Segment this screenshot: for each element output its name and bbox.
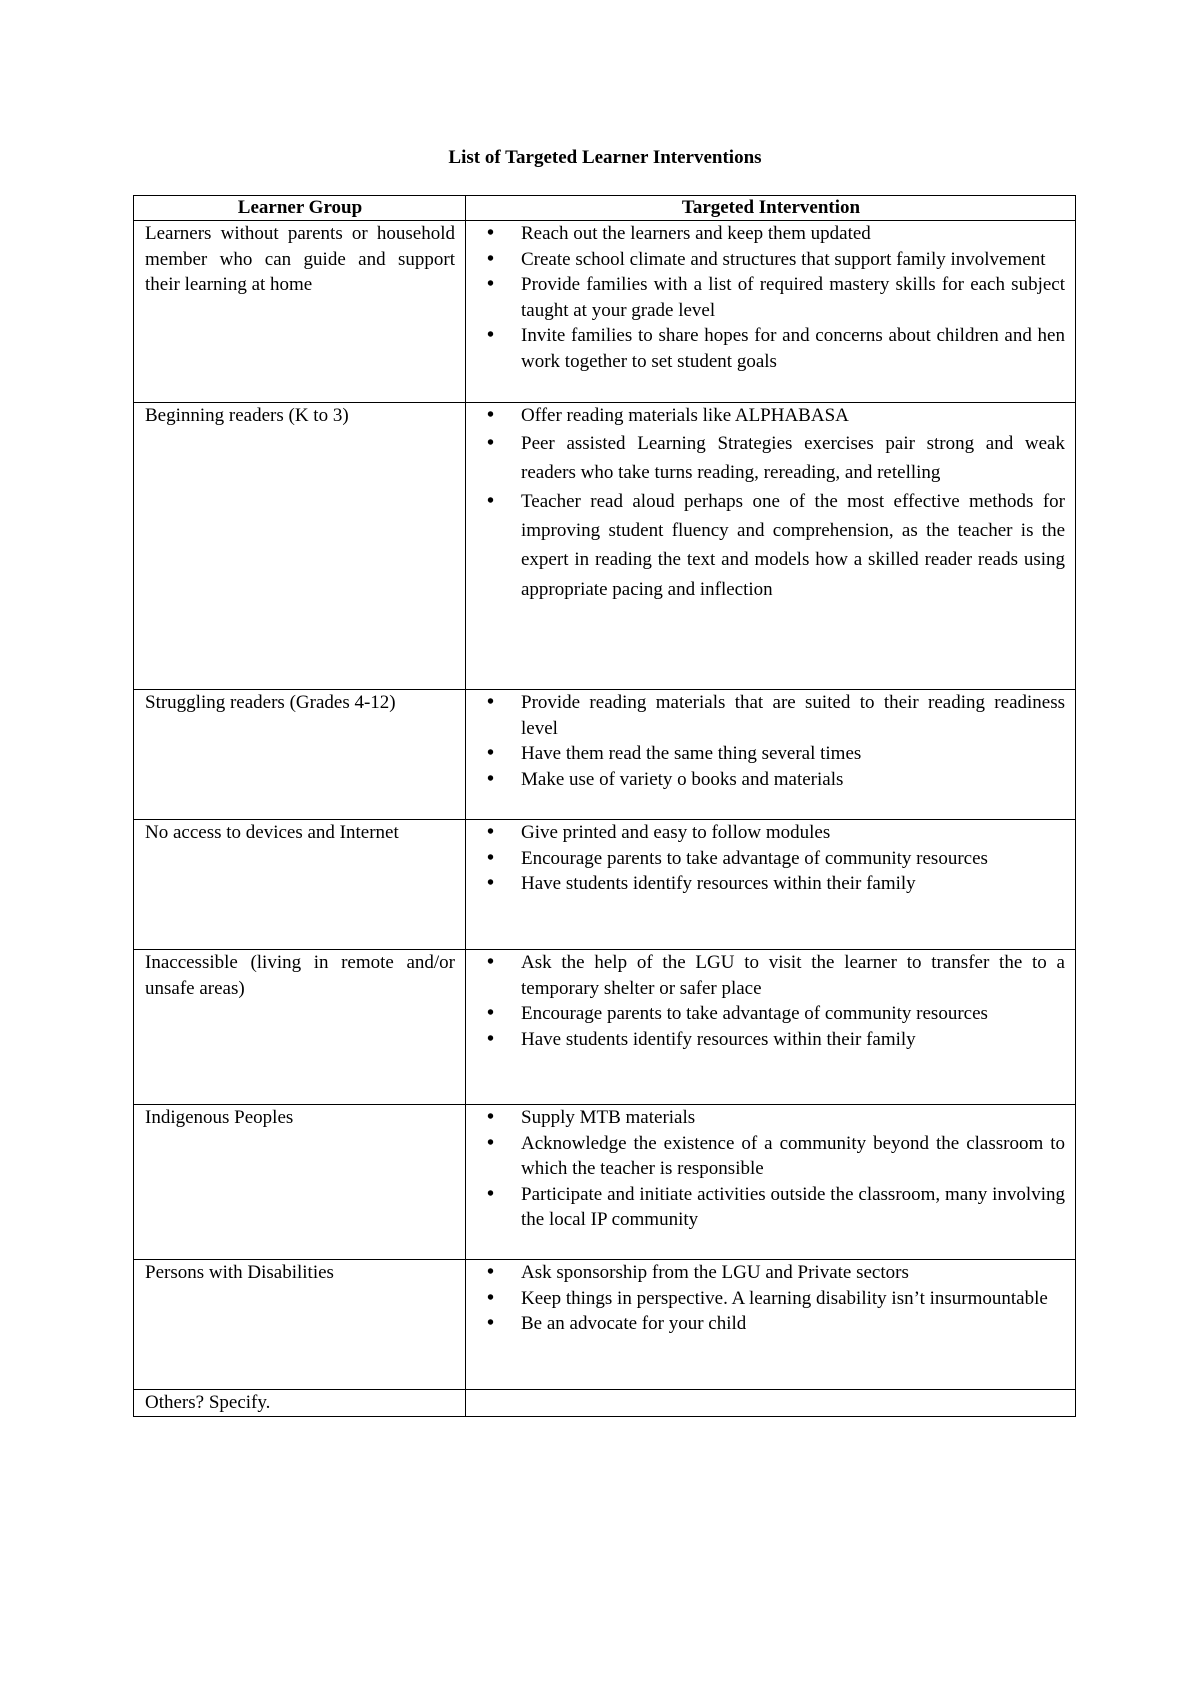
header-targeted-intervention: Targeted Intervention (466, 196, 1076, 221)
table-header-row (134, 196, 1076, 221)
intervention-cell-empty (466, 1390, 1076, 1417)
learner-group-cell: Inaccessible (living in remote and/or unsafe areas) (134, 950, 466, 1105)
table-row (134, 950, 1076, 1105)
table-row (134, 1390, 1076, 1417)
intervention-item: • Have students identify resources within their family (477, 1027, 1065, 1053)
document-title: List of Targeted Learner Interventions (448, 147, 762, 168)
table-row (134, 820, 1076, 950)
intervention-item: • Peer assisted Learning Strategies exercises pair strong and weak readers who take turns reading, rereading, and retelling (477, 429, 1065, 487)
intervention-cell (466, 950, 1076, 1105)
table-row (134, 1105, 1076, 1260)
table-row (134, 690, 1076, 820)
intervention-list (477, 403, 1065, 604)
intervention-list (477, 820, 1065, 897)
intervention-item: • Provide reading materials that are suited to their reading readiness level (477, 690, 1065, 741)
intervention-cell (466, 1260, 1076, 1390)
intervention-item: • Ask the help of the LGU to visit the learner to transfer the to a temporary shelter or safer place (477, 950, 1065, 1001)
intervention-list (477, 1105, 1065, 1233)
table-row (134, 1260, 1076, 1390)
intervention-item: • Acknowledge the existence of a community beyond the classroom to which the teacher is responsible (477, 1131, 1065, 1182)
learner-group-cell: Persons with Disabilities (134, 1260, 466, 1390)
intervention-list (477, 221, 1065, 374)
header-learner-group: Learner Group (134, 196, 466, 221)
intervention-item: • Supply MTB materials (477, 1105, 1065, 1131)
intervention-item: • Reach out the learners and keep them updated (477, 221, 1065, 247)
intervention-list (477, 690, 1065, 792)
intervention-item: • Be an advocate for your child (477, 1311, 1065, 1337)
intervention-item: • Ask sponsorship from the LGU and Private sectors (477, 1260, 1065, 1286)
intervention-cell (466, 1105, 1076, 1260)
intervention-item: • Encourage parents to take advantage of community resources (477, 1001, 1065, 1027)
intervention-list (477, 950, 1065, 1052)
learner-group-cell: Struggling readers (Grades 4-12) (134, 690, 466, 820)
intervention-item: • Make use of variety o books and materials (477, 767, 1065, 793)
intervention-cell (466, 221, 1076, 403)
learner-group-cell: Others? Specify. (134, 1390, 466, 1417)
intervention-item: • Create school climate and structures that support family involvement (477, 247, 1065, 273)
intervention-item: • Provide families with a list of required mastery skills for each subject taught at your grade level (477, 272, 1065, 323)
learner-group-cell: Beginning readers (K to 3) (134, 403, 466, 690)
intervention-item: • Give printed and easy to follow modules (477, 820, 1065, 846)
intervention-item: • Teacher read aloud perhaps one of the most effective methods for improving student fluency and comprehension, as the teacher is the expert in reading the text and models how a skilled reader reads using appropriate pacing and inflection (477, 487, 1065, 604)
intervention-item: • Encourage parents to take advantage of community resources (477, 846, 1065, 872)
interventions-table (133, 195, 1076, 1417)
learner-group-cell: Indigenous Peoples (134, 1105, 466, 1260)
intervention-item: • Offer reading materials like ALPHABASA (477, 403, 1065, 429)
intervention-item: • Invite families to share hopes for and concerns about children and hen work together to set student goals (477, 323, 1065, 374)
intervention-cell (466, 403, 1076, 690)
intervention-item: • Participate and initiate activities outside the classroom, many involving the local IP community (477, 1182, 1065, 1233)
learner-group-cell: Learners without parents or household member who can guide and support their learning at home (134, 221, 466, 403)
table-row (134, 403, 1076, 690)
intervention-item: • Keep things in perspective. A learning disability isn’t insurmountable (477, 1286, 1065, 1312)
intervention-cell (466, 820, 1076, 950)
intervention-item: • Have them read the same thing several times (477, 741, 1065, 767)
intervention-cell (466, 690, 1076, 820)
table-row (134, 221, 1076, 403)
intervention-list (477, 1260, 1065, 1337)
learner-group-cell: No access to devices and Internet (134, 820, 466, 950)
intervention-item: • Have students identify resources within their family (477, 871, 1065, 897)
